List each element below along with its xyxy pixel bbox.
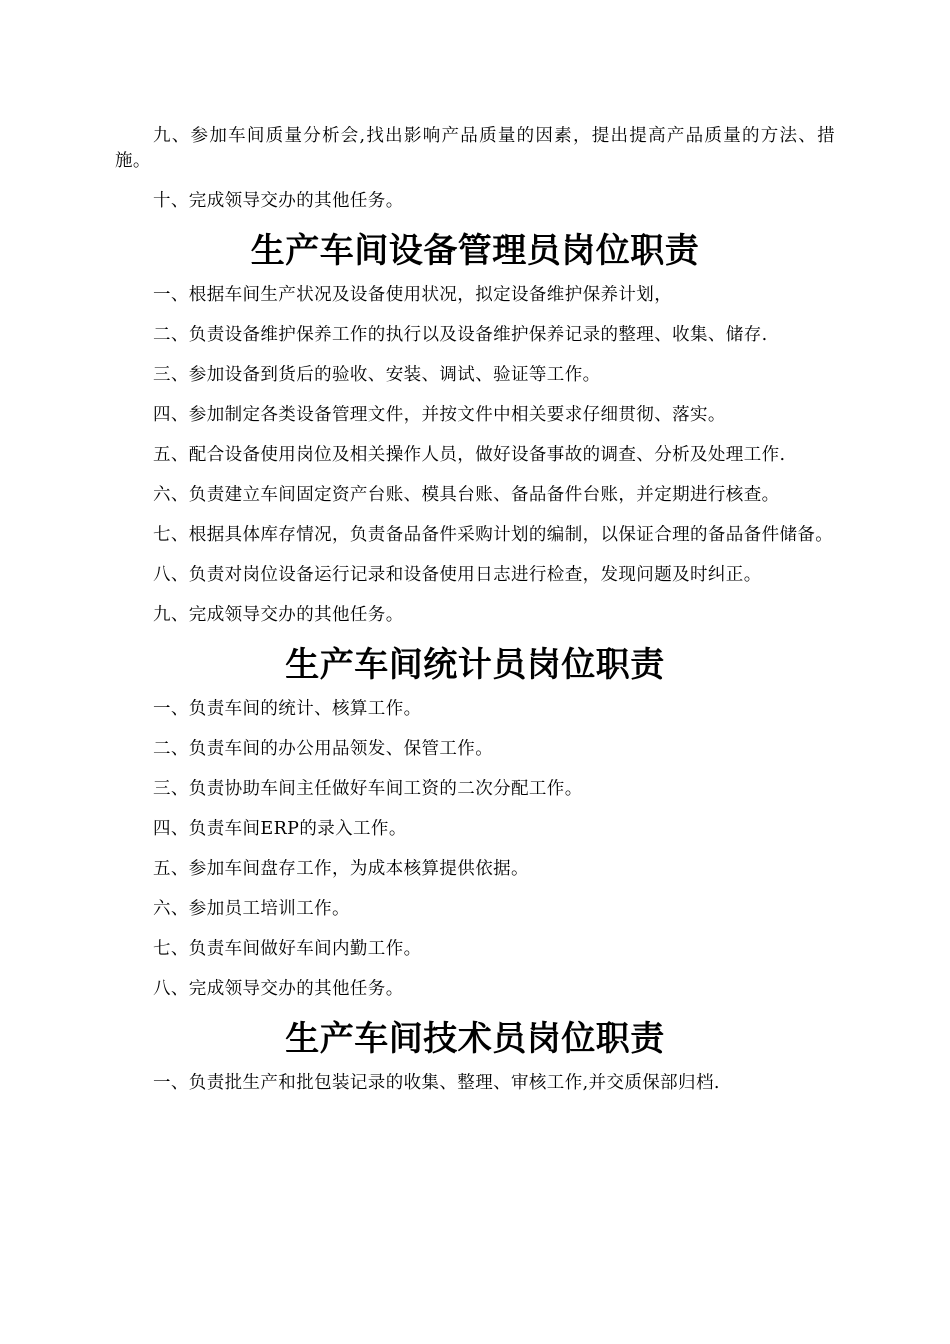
duty-item: 一、根据车间生产状况及设备使用状况，拟定设备维护保养计划， [153,285,673,305]
section-title-equipment-manager: 生产车间设备管理员岗位职责 [250,231,700,271]
duty-item: 八、完成领导交办的其他任务。 [153,979,404,999]
duty-item: 十、完成领导交办的其他任务。 [153,191,404,211]
duty-item: 一、负责车间的统计、核算工作。 [153,699,422,719]
duty-item: 三、负责协助车间主任做好车间工资的二次分配工作。 [153,779,583,799]
duty-item: 五、参加车间盘存工作，为成本核算提供依据。 [153,859,529,879]
document-content [115,124,835,1111]
duty-item: 四、参加制定各类设备管理文件，并按文件中相关要求仔细贯彻、落实。 [153,405,726,425]
section-title-statistician: 生产车间统计员岗位职责 [285,645,665,685]
duty-item: 七、负责车间做好车间内勤工作。 [153,939,422,959]
duty-item: 六、参加员工培训工作。 [153,899,350,919]
duty-item: 九、参加车间质量分析会,找出影响产品质量的因素，提出提高产品质量的方法、措施。 [115,126,835,171]
duty-item: 三、参加设备到货后的验收、安装、调试、验证等工作。 [153,365,601,385]
duty-item: 五、配合设备使用岗位及相关操作人员，做好设备事故的调查、分析及处理工作. [153,445,786,465]
duty-item: 四、负责车间ERP的录入工作。 [153,819,407,839]
duty-item: 七、根据具体库存情况，负责备品备件采购计划的编制，以保证合理的备品备件储备。 [153,525,834,545]
duty-item: 六、负责建立车间固定资产台账、模具台账、备品备件台账，并定期进行核查。 [153,485,780,505]
duty-item: 二、负责设备维护保养工作的执行以及设备维护保养记录的整理、收集、储存. [153,325,768,345]
duty-item: 八、负责对岗位设备运行记录和设备使用日志进行检查，发现问题及时纠正。 [153,565,762,585]
duty-item: 二、负责车间的办公用品领发、保管工作。 [153,739,494,759]
duty-item: 九、完成领导交办的其他任务。 [153,605,404,625]
duty-item: 一、负责批生产和批包装记录的收集、整理、审核工作,并交质保部归档. [153,1073,720,1093]
section-title-technician: 生产车间技术员岗位职责 [285,1019,665,1059]
